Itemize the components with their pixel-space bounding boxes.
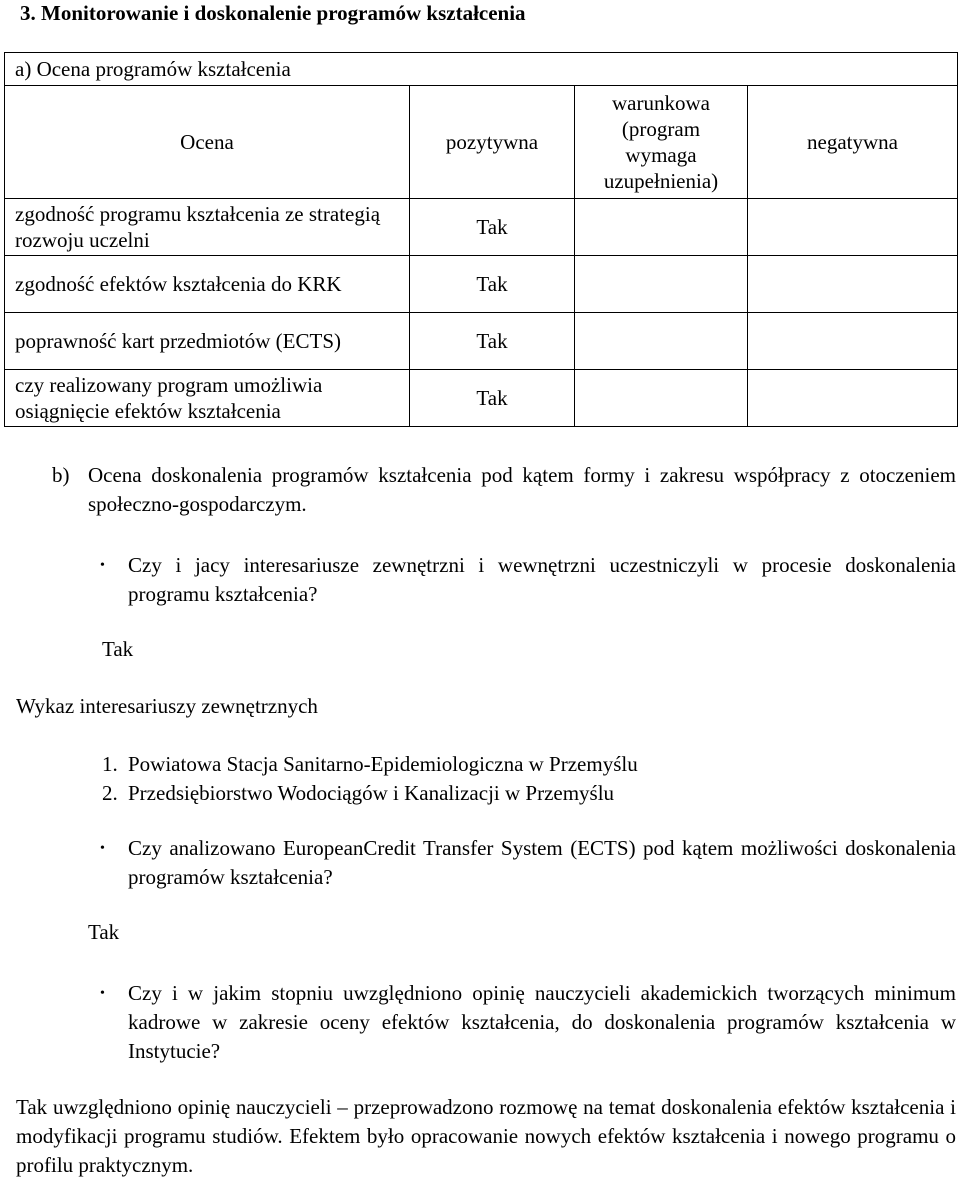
table-row [5,370,958,427]
table-caption: a) Ocena programów kształcenia [5,53,958,86]
warunkowa-cell [575,370,748,427]
header-pozytywna: pozytywna [410,86,575,199]
section-b-label: b) [52,463,70,487]
question-3: Czy i w jakim stopniu uwzględniono opinię nauczycieli akademickich tworzących minimum kadrowe w zakresie oceny efektów kształcenia, do doskonalenia programów kształcenia w Instytucie? [128,981,956,1063]
evaluation-table [4,52,958,427]
question-2: Czy analizowano EuropeanCredit Transfer System (ECTS) pod kątem możliwości doskonalenia programów kształcenia? [128,836,956,889]
stakeholders-title: Wykaz interesariuszy zewnętrznych [16,694,318,718]
warunkowa-cell [575,256,748,313]
criterion-cell: zgodność efektów kształcenia do KRK [5,256,410,313]
stakeholder-name: Przedsiębiorstwo Wodociągów i Kanalizacji w Przemyślu [128,781,615,805]
stakeholder-num: 1. [102,752,118,776]
section-title: 3. Monitorowanie i doskonalenie programów kształcenia [20,1,526,25]
pozytywna-cell: Tak [410,199,575,256]
table-row [5,199,958,256]
header-ocena: Ocena [5,86,410,199]
answer-1: Tak [102,637,134,661]
criterion-cell: czy realizowany program umożliwia osiągnięcie efektów kształcenia [5,370,410,427]
bullet-icon: • [100,841,105,856]
negatywna-cell [748,256,958,313]
pozytywna-cell: Tak [410,256,575,313]
answer-3: Tak uwzględniono opinię nauczycieli – przeprowadzono rozmowę na temat doskonalenia efektów kształcenia i modyfikacji programu studiów. Efektem było opracowanie nowych efektów kształcenia i nowego programu o profilu praktycznym. [16,1095,956,1177]
table-row [5,313,958,370]
bullet-icon: • [100,986,105,1001]
stakeholder-name: Powiatowa Stacja Sanitarno-Epidemiologiczna w Przemyślu [128,752,638,776]
criterion-cell: poprawność kart przedmiotów (ECTS) [5,313,410,370]
header-warunkowa: warunkowa (program wymaga uzupełnienia) [575,86,748,199]
stakeholder-num: 2. [102,781,118,805]
negatywna-cell [748,199,958,256]
negatywna-cell [748,370,958,427]
criterion-cell: zgodność programu kształcenia ze strategią rozwoju uczelni [5,199,410,256]
bullet-icon: • [100,558,105,573]
header-negatywna: negatywna [748,86,958,199]
section-b-text: Ocena doskonalenia programów kształcenia pod kątem formy i zakresu współpracy z otoczeniem społeczno-gospodarczym. [88,463,956,516]
warunkowa-cell [575,199,748,256]
table-row [5,256,958,313]
answer-2: Tak [88,920,120,944]
pozytywna-cell: Tak [410,370,575,427]
question-1: Czy i jacy interesariusze zewnętrzni i wewnętrzni uczestniczyli w procesie doskonalenia programu kształcenia? [128,553,956,606]
pozytywna-cell: Tak [410,313,575,370]
negatywna-cell [748,313,958,370]
warunkowa-cell [575,313,748,370]
